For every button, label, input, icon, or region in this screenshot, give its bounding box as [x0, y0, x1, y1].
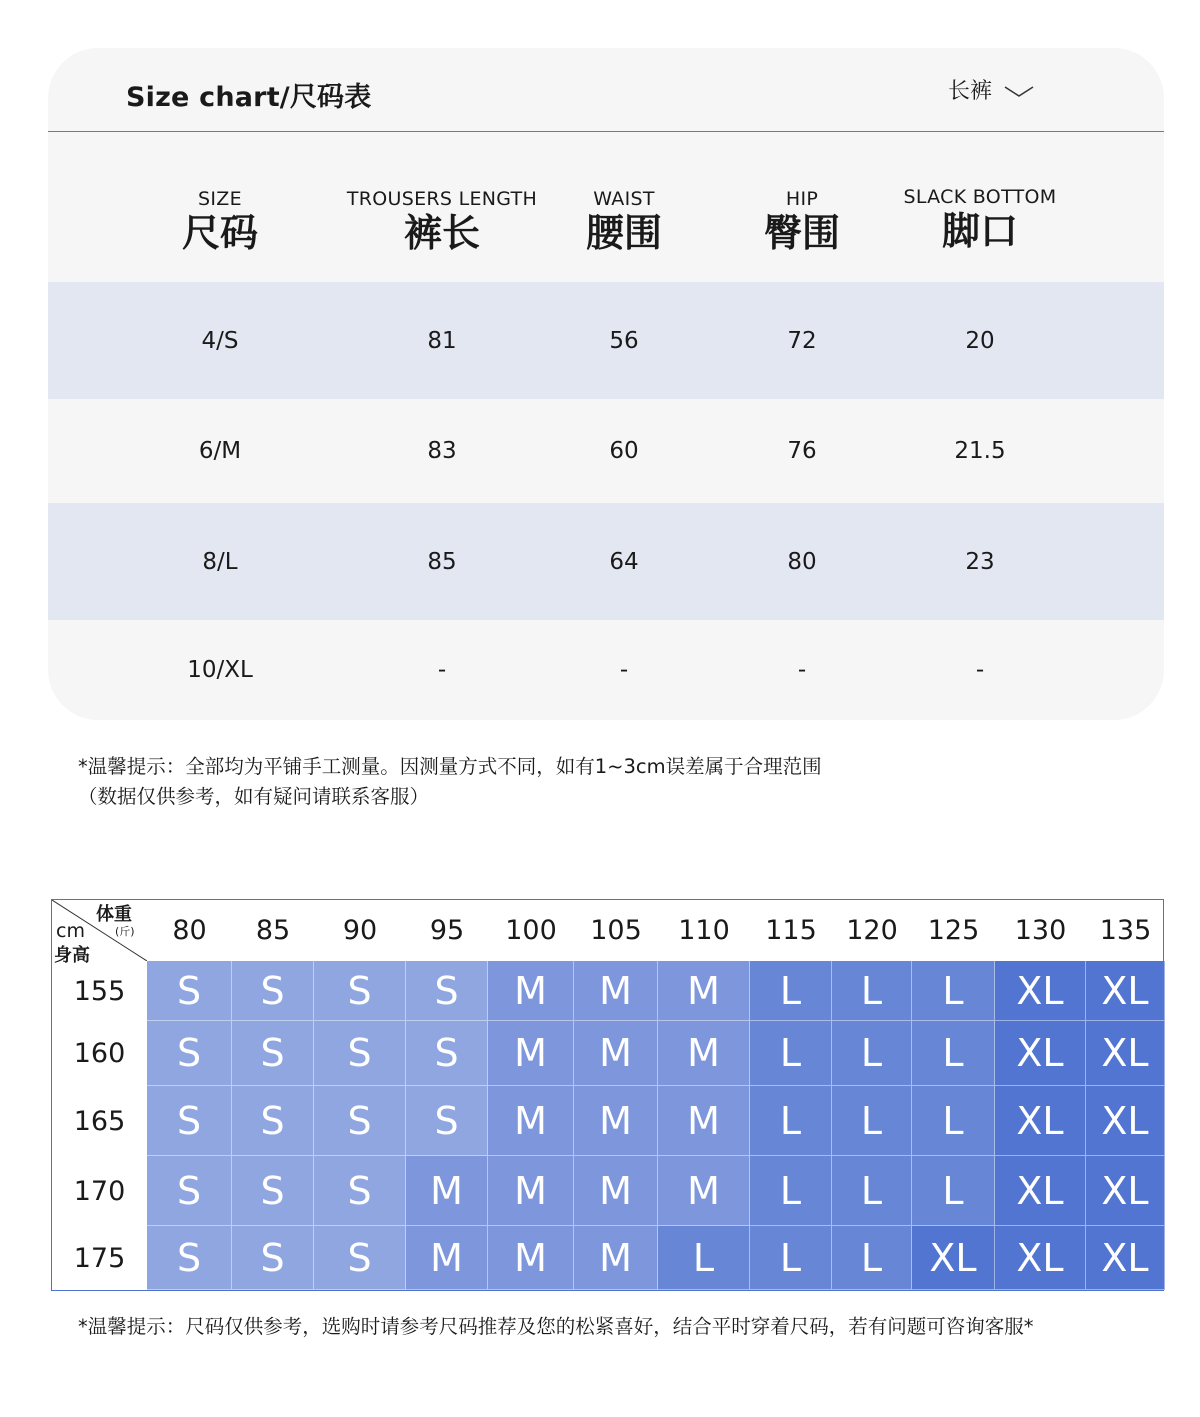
table-row — [48, 399, 1164, 503]
recommendation-note: *温馨提示：尺码仅供参考，选购时请参考尺码推荐及您的松紧喜好，结合平时穿着尺码，若有问题可咨询客服* — [78, 1315, 1034, 1338]
weight-header: 110 — [678, 915, 730, 946]
size-cell: S — [314, 1156, 406, 1226]
size-cell: S — [406, 1086, 488, 1156]
cell-trousers-length: 81 — [427, 327, 457, 354]
size-recommendation-grid — [51, 899, 1164, 1291]
size-cell: M — [488, 1086, 574, 1156]
table-row — [48, 503, 1164, 620]
size-cell: S — [147, 1226, 232, 1290]
height-header: 175 — [73, 1242, 126, 1274]
cell-size: 4/S — [201, 327, 239, 354]
cell-hip: 76 — [787, 438, 817, 464]
measurement-note — [78, 752, 822, 812]
size-cell: XL — [995, 961, 1086, 1021]
size-cell: S — [232, 1226, 314, 1290]
height-header: 155 — [73, 975, 126, 1007]
size-cell: M — [574, 1226, 658, 1290]
header-slack-bottom-cn: 脚口 — [941, 209, 1018, 253]
cell-size: 6/M — [198, 438, 242, 464]
size-cell: S — [147, 961, 232, 1021]
corner-height-unit: cm — [56, 920, 85, 942]
cell-waist: - — [619, 657, 629, 683]
size-cell: S — [314, 1226, 406, 1290]
weight-header: 85 — [255, 915, 291, 946]
weight-header: 125 — [927, 915, 980, 946]
size-cell: S — [406, 1021, 488, 1086]
size-cell: XL — [912, 1226, 995, 1290]
height-header: 170 — [73, 1175, 126, 1207]
header-size-en: SIZE — [198, 188, 242, 210]
measurement-note-line2: （数据仅供参考，如有疑问请联系客服） — [78, 785, 430, 808]
cell-slack-bottom: 21.5 — [954, 438, 1006, 464]
table-row — [48, 620, 1164, 720]
cell-size: 8/L — [202, 548, 238, 575]
size-cell: S — [406, 961, 488, 1021]
size-cell: M — [574, 1156, 658, 1226]
cell-hip: 80 — [787, 548, 817, 575]
header-waist-cn: 腰围 — [585, 211, 662, 255]
size-cell: M — [488, 1226, 574, 1290]
size-cell: S — [314, 961, 406, 1021]
size-cell: L — [832, 1086, 912, 1156]
weight-header: 120 — [846, 915, 898, 946]
header-size — [144, 188, 296, 254]
cell-size: 10/XL — [187, 657, 253, 683]
size-cell: L — [832, 1156, 912, 1226]
size-cell: M — [488, 1021, 574, 1086]
size-cell: XL — [995, 1086, 1086, 1156]
size-cell: L — [912, 1156, 995, 1226]
header-waist — [548, 188, 700, 254]
cell-slack-bottom: - — [975, 657, 985, 683]
size-cell: M — [574, 1086, 658, 1156]
size-cell: M — [406, 1226, 488, 1290]
size-cell: L — [750, 1226, 832, 1290]
size-cell: S — [232, 961, 314, 1021]
header-slack-bottom — [884, 186, 1076, 252]
size-cell: L — [750, 1021, 832, 1086]
header-trousers-length-cn: 裤长 — [403, 211, 480, 255]
size-cell: L — [912, 961, 995, 1021]
corner-weight-label: 体重 — [96, 904, 132, 925]
chevron-down-icon — [1004, 86, 1034, 98]
size-cell: L — [750, 1156, 832, 1226]
size-cell: M — [406, 1156, 488, 1226]
header-trousers-length — [332, 188, 552, 254]
size-cell: XL — [1086, 1156, 1165, 1226]
garment-type-dropdown[interactable] — [948, 74, 1034, 105]
size-cell: M — [488, 1156, 574, 1226]
size-cell: M — [658, 1021, 750, 1086]
size-cell: XL — [995, 1156, 1086, 1226]
cell-slack-bottom: 23 — [965, 548, 995, 575]
size-cell: S — [314, 1086, 406, 1156]
cell-slack-bottom: 20 — [965, 327, 995, 354]
corner-height-label: 身高 — [54, 945, 90, 966]
size-cell: XL — [1086, 1086, 1165, 1156]
size-cell: L — [750, 1086, 832, 1156]
grid-corner-header — [52, 900, 147, 966]
weight-header: 90 — [342, 915, 378, 946]
weight-header: 80 — [172, 915, 207, 946]
cell-trousers-length: 85 — [427, 548, 457, 575]
header-hip — [726, 188, 878, 254]
size-cell: S — [232, 1086, 314, 1156]
size-cell: XL — [995, 1021, 1086, 1086]
cell-waist: 64 — [609, 548, 639, 575]
header-slack-bottom-en: SLACK BOTTOM — [903, 186, 1057, 208]
size-cell: L — [750, 961, 832, 1021]
size-cell: M — [658, 1086, 750, 1156]
size-cell: XL — [995, 1226, 1086, 1290]
measurement-note-line1: *温馨提示：全部均为平铺手工测量。因测量方式不同，如有1~3cm误差属于合理范围 — [78, 755, 822, 778]
garment-type-label: 长裤 — [948, 79, 993, 104]
size-cell: L — [832, 1021, 912, 1086]
cell-waist: 60 — [609, 438, 639, 464]
size-cell: XL — [1086, 961, 1165, 1021]
table-row — [48, 282, 1164, 399]
weight-header: 135 — [1099, 915, 1152, 946]
height-header: 165 — [73, 1105, 126, 1137]
header-waist-en: WAIST — [593, 188, 655, 210]
size-cell: XL — [1086, 1021, 1165, 1086]
size-cell: L — [912, 1086, 995, 1156]
size-cell: S — [147, 1156, 232, 1226]
size-cell: M — [574, 961, 658, 1021]
header-hip-en: HIP — [785, 188, 819, 210]
weight-header: 95 — [429, 915, 465, 946]
size-cell: L — [658, 1226, 750, 1290]
header-trousers-length-en: TROUSERS LENGTH — [346, 188, 538, 210]
weight-header: 130 — [1014, 915, 1067, 946]
size-cell: S — [232, 1021, 314, 1086]
cell-trousers-length: - — [437, 657, 447, 683]
size-cell: M — [488, 961, 574, 1021]
weight-header: 100 — [505, 915, 557, 946]
header-hip-cn: 臀围 — [763, 211, 840, 255]
cell-waist: 56 — [609, 327, 639, 354]
cell-hip: - — [797, 657, 807, 683]
size-cell: XL — [1086, 1226, 1165, 1290]
weight-header: 105 — [590, 915, 642, 946]
size-cell: M — [658, 1156, 750, 1226]
size-cell: L — [832, 961, 912, 1021]
weight-header: 115 — [765, 915, 817, 946]
size-cell: S — [232, 1156, 314, 1226]
card-header — [48, 48, 1164, 132]
size-cell: M — [574, 1021, 658, 1086]
size-cell: S — [147, 1021, 232, 1086]
size-cell: L — [832, 1226, 912, 1290]
corner-weight-unit: (斤) — [115, 925, 135, 938]
size-cell: S — [147, 1086, 232, 1156]
cell-trousers-length: 83 — [427, 438, 457, 464]
size-cell: L — [912, 1021, 995, 1086]
size-cell: M — [658, 961, 750, 1021]
size-chart-title: Size chart/尺码表 — [126, 82, 372, 113]
size-chart-card — [48, 48, 1164, 720]
size-cell: S — [314, 1021, 406, 1086]
cell-hip: 72 — [787, 327, 817, 354]
height-header: 160 — [73, 1038, 126, 1069]
header-size-cn: 尺码 — [181, 211, 258, 255]
